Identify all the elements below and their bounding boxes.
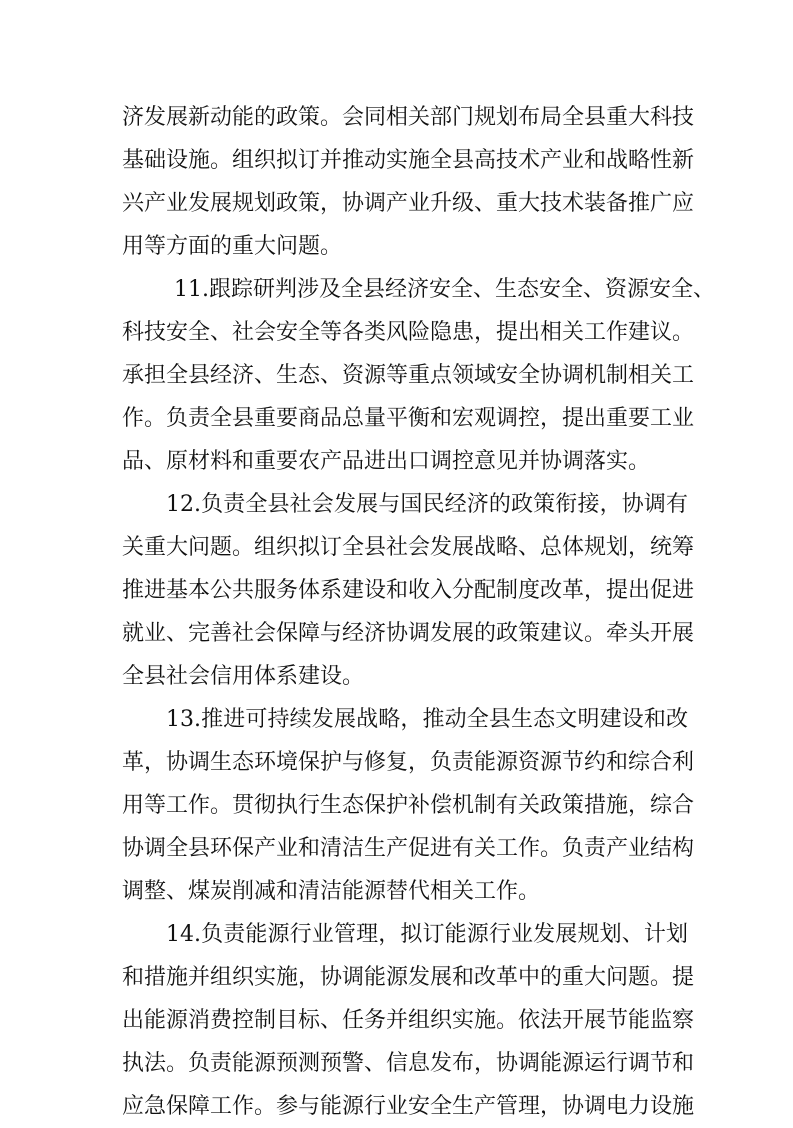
text-line: 就业、完善社会保障与经济协调发展的政策建议。牵头开展 — [122, 621, 695, 646]
text-line: 调整、煤炭削减和清洁能源替代相关工作。 — [122, 879, 541, 904]
text-line: 关重大问题。组织拟订全县社会发展战略、总体规划，统筹 — [122, 535, 695, 560]
text-line: 济发展新动能的政策。会同相关部门规划布局全县重大科技 — [122, 105, 695, 130]
text-line: 科技安全、社会安全等各类风险隐患，提出相关工作建议。 — [122, 320, 695, 345]
text-line: 兴产业发展规划政策，协调产业升级、重大技术装备推广应 — [122, 191, 695, 216]
text-line: 应急保障工作。参与能源行业安全生产管理，协调电力设施 — [122, 1094, 695, 1119]
text-line: 用等方面的重大问题。 — [122, 234, 343, 259]
text-line: 革，协调生态环境保护与修复，负责能源资源节约和综合利 — [122, 750, 695, 775]
text-line: 和措施并组织实施，协调能源发展和改革中的重大问题。提 — [122, 965, 695, 990]
paragraph-13-first-line: 13.推进可持续发展战略，推动全县生态文明建设和改 — [166, 707, 688, 732]
paragraph-11-first-line: 11.跟踪研判涉及全县经济安全、生态安全、资源安全、 — [174, 277, 715, 302]
text-line: 协调全县环保产业和清洁生产促进有关工作。负责产业结构 — [122, 836, 695, 861]
text-line: 承担全县经济、生态、资源等重点领域安全协调机制相关工 — [122, 363, 695, 388]
text-line: 品、原材料和重要农产品进出口调控意见并协调落实。 — [122, 449, 651, 474]
text-line: 推进基本公共服务体系建设和收入分配制度改革，提出促进 — [122, 578, 695, 603]
paragraph-14-first-line: 14.负责能源行业管理，拟订能源行业发展规划、计划 — [166, 922, 688, 947]
text-line: 出能源消费控制目标、任务并组织实施。依法开展节能监察 — [122, 1008, 695, 1033]
text-line: 执法。负责能源预测预警、信息发布，协调能源运行调节和 — [122, 1051, 695, 1076]
document-body — [122, 96, 715, 1128]
paragraph-12-first-line: 12.负责全县社会发展与国民经济的政策衔接，协调有 — [166, 492, 688, 517]
text-line: 作。负责全县重要商品总量平衡和宏观调控，提出重要工业 — [122, 406, 695, 431]
text-line: 用等工作。贯彻执行生态保护补偿机制有关政策措施，综合 — [122, 793, 695, 818]
text-line: 基础设施。组织拟订并推动实施全县高技术产业和战略性新 — [122, 148, 695, 173]
text-line: 全县社会信用体系建设。 — [122, 664, 365, 689]
